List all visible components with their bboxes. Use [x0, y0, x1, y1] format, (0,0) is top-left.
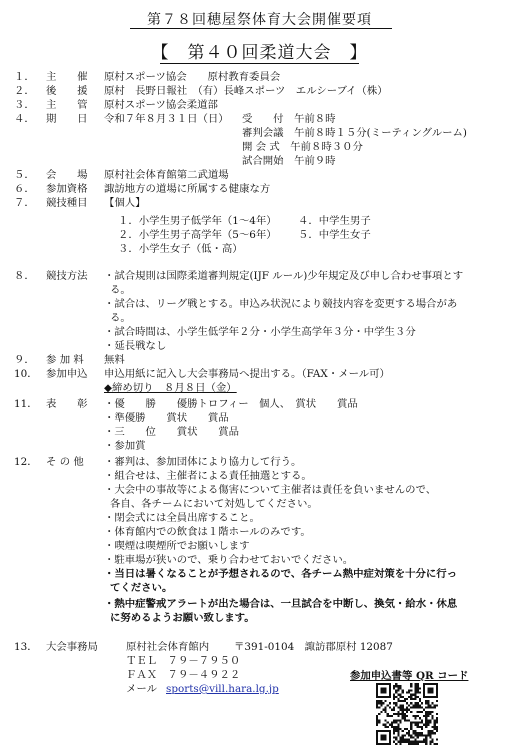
item-value: 原村 長野日報社 （有）長峰スポーツ エルシーブイ（株） [104, 85, 388, 97]
qr-code-image[interactable] [376, 683, 438, 745]
item-value: ５．中学生女子 [298, 229, 371, 241]
item-value: てください。 [110, 582, 173, 594]
item-value: ・試合は、リーグ戦とする。申込み状況により競技内容を変更する場合があ [104, 298, 458, 310]
item-value: ２．小学生男子高学年（5～6年） [118, 229, 277, 241]
item-value: 令和７年８月３１日（日） [104, 113, 229, 125]
outline-row [0, 84, 519, 98]
item-value: に努めるようお願い致します。 [110, 612, 255, 624]
item-value: ３．小学生女子（低・高） [118, 243, 243, 255]
outline-row [0, 497, 519, 511]
item-label: 競技方法 [46, 270, 88, 282]
outline-row [0, 297, 519, 311]
item-label: 表 彰 [46, 398, 88, 410]
item-label: 競技種目 [46, 197, 88, 209]
item-value: メール [126, 683, 157, 695]
outline-row [0, 525, 519, 539]
outline-row [0, 553, 519, 567]
outline-row [0, 228, 519, 242]
document-title: 第７８回穂屋祭体育大会開催要項 [147, 12, 372, 28]
email-link[interactable]: sports@vill.hara.lg.jp [166, 683, 279, 695]
item-number: ６． [14, 183, 35, 195]
item-value: ・熱中症警戒アラートが出た場合は、一旦試合を中断し、換気・給水・休息 [104, 598, 458, 610]
item-label: 期 日 [46, 113, 88, 125]
item-number: ２． [14, 85, 35, 97]
outline-row [0, 411, 519, 425]
outline-row [0, 339, 519, 353]
outline-row [0, 611, 519, 625]
outline-row [0, 311, 519, 325]
item-label: 会 場 [46, 169, 88, 181]
item-value: 受 付 午前８時 [242, 113, 336, 125]
item-value: ・参加賞 [104, 440, 146, 452]
qr-code-label: 参加申込書等 QR コード [350, 670, 469, 682]
outline-row [0, 98, 519, 112]
outline-row [0, 242, 519, 256]
outline-row [0, 567, 519, 581]
outline-row [0, 425, 519, 439]
outline-row [0, 539, 519, 553]
outline-row [0, 597, 519, 611]
item-value: ＦＡＸ ７９－４９２２ [126, 669, 241, 681]
item-value: ・駐車場が狭いので、乗り合わせておいでください。 [104, 554, 354, 566]
item-label: 後 援 [46, 85, 88, 97]
item-number: ８． [14, 270, 35, 282]
event-underline [160, 63, 359, 64]
item-value: ・試合時間は、小学生低学年２分・小学生高学年３分・中学生３分 [104, 326, 416, 338]
outline-row [0, 283, 519, 297]
item-label: 参加資格 [46, 183, 88, 195]
outline-row [0, 397, 519, 411]
item-number: ３． [14, 99, 35, 111]
item-value: ４．中学生男子 [298, 215, 371, 227]
item-value: 【個人】 [104, 197, 146, 209]
outline-row [0, 353, 519, 367]
item-value: ・閉会式には全員出席すること。 [104, 512, 260, 524]
item-value: 原村社会体育館内 [126, 641, 210, 653]
outline-row [0, 511, 519, 525]
outline-row [0, 325, 519, 339]
item-value: 申込用紙に記入し大会事務局へ提出する。（FAX・メール可） [104, 368, 390, 380]
outline-row [0, 182, 519, 196]
item-value: ・三 位 賞状 賞品 [104, 426, 240, 438]
item-value: ・組合せは、主催者による責任抽選とする。 [104, 470, 312, 482]
outline-row [0, 140, 519, 154]
item-label: 大会事務局 [46, 641, 98, 653]
item-value: ・体育館内での飲食は１階ホールのみです。 [104, 526, 311, 538]
title-underline [130, 28, 392, 29]
item-number: ７． [14, 197, 35, 209]
outline-row [0, 196, 519, 210]
item-value: ・延長戦なし [104, 340, 167, 352]
item-number: ９． [14, 354, 35, 366]
outline-row [0, 168, 519, 182]
outline-row [0, 469, 519, 483]
item-value: 〒391-0104 諏訪郡原村 12087 [234, 641, 393, 653]
item-number: ５． [14, 169, 35, 181]
outline-row [0, 381, 519, 395]
item-number: 10． [14, 368, 38, 380]
outline-row [0, 682, 519, 696]
outline-row [0, 640, 519, 654]
item-number: 13． [14, 641, 38, 653]
outline-row [0, 154, 519, 168]
item-value: ・試合規則は国際柔道審判規定(IJF ルール)少年規定及び申し合わせ事項とす [104, 270, 464, 282]
item-value: 原村スポーツ協会 原村教育委員会 [104, 71, 281, 83]
item-value: ・審判は、参加団体により協力して行う。 [104, 456, 302, 468]
item-value: ＴＥＬ ７９－７９５０ [126, 655, 241, 667]
outline-row [0, 439, 519, 453]
item-label: そ の 他 [46, 456, 84, 468]
item-value: 各自、各チームにおいて対処してください。 [110, 498, 318, 510]
item-value: 諏訪地方の道場に所属する健康な方 [104, 183, 271, 195]
item-label: 主 催 [46, 71, 88, 83]
outline-row [0, 483, 519, 497]
item-number: ４． [14, 113, 35, 125]
item-number: 12． [14, 456, 38, 468]
item-label: 参 加 料 [46, 354, 84, 366]
item-value: ・優 勝 優勝トロフィー 個人、 賞状 賞品 [104, 398, 358, 410]
outline-row [0, 455, 519, 469]
item-value: ・大会中の事故等による傷害について主催者は責任を負いませんので、 [104, 484, 437, 496]
outline-row [0, 126, 519, 140]
item-value: 開 会 式 午前８時３０分 [242, 141, 363, 153]
item-value: ・当日は暑くなることが予想されるので、各チーム熱中症対策を十分に行っ [104, 568, 458, 580]
item-value: 審判会議 午前８時１５分(ミーティングルーム) [242, 127, 467, 139]
outline-row [0, 269, 519, 283]
item-label: 参加申込 [46, 368, 88, 380]
outline-row [0, 112, 519, 126]
item-value: 原村スポーツ協会柔道部 [104, 99, 218, 111]
outline-row [0, 70, 519, 84]
item-value: ◆締め切り ８月８日（金） [104, 382, 237, 394]
item-label: 主 管 [46, 99, 88, 111]
outline-row [0, 367, 519, 381]
outline-row [0, 214, 519, 228]
item-number: 11． [14, 398, 38, 410]
item-value: 原村社会体育館第二武道場 [104, 169, 229, 181]
item-value: る。 [110, 312, 131, 324]
event-title: 【 第４０回柔道大会 】 [151, 43, 368, 63]
item-value: ・準優勝 賞状 賞品 [104, 412, 229, 424]
outline-row [0, 654, 519, 668]
outline-row [0, 581, 519, 595]
item-value: る。 [110, 284, 131, 296]
item-value: 無料 [104, 354, 125, 366]
item-value: 試合開始 午前９時 [242, 155, 336, 167]
item-value: １．小学生男子低学年（1～4年） [118, 215, 277, 227]
item-number: １． [14, 71, 35, 83]
item-value: ・喫煙は喫煙所でお願いします [104, 540, 250, 552]
